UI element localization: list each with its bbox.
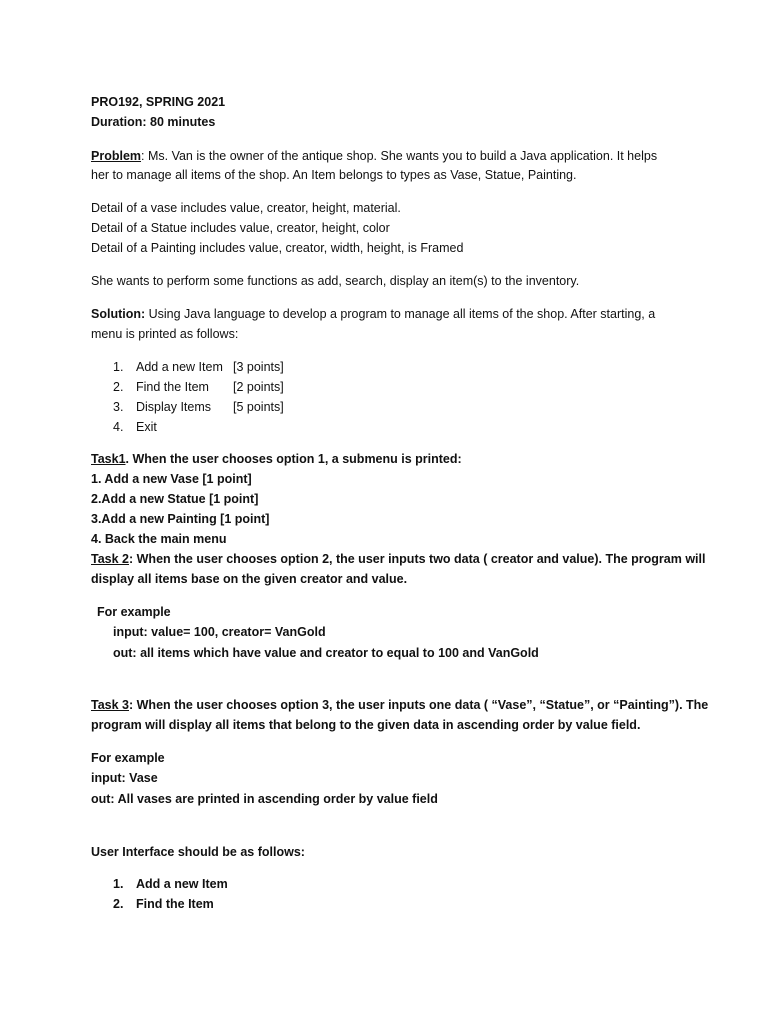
ui-list-item: 1. Add a new Item (113, 877, 228, 891)
task2-example-input: input: value= 100, creator= VanGold (113, 625, 326, 639)
ui-list-item: 2. Find the Item (113, 897, 214, 911)
problem-line-2: her to manage all items of the shop. An Item belongs to types as Vase, Statue, Painting. (91, 168, 577, 182)
submenu-item: 4. Back the main menu (91, 532, 227, 546)
problem-text-1: : Ms. Van is the owner of the antique shop. She wants you to build a Java application. It helps (141, 149, 658, 163)
task1-label: Task1 (91, 452, 126, 466)
submenu-item: 2.Add a new Statue [1 point] (91, 492, 259, 506)
main-menu-item: 2. Find the Item [2 points] (113, 380, 284, 394)
task3-line-2: program will display all items that belong to the given data in ascending order by value field. (91, 718, 641, 732)
problem-label: Problem (91, 149, 142, 163)
task3-example-label: For example (91, 751, 165, 765)
task3-label: Task 3 (91, 698, 129, 712)
task3-example-input: input: Vase (91, 771, 158, 785)
task2-label: Task 2 (91, 552, 129, 566)
functions-line: She wants to perform some functions as add, search, display an item(s) to the inventory. (91, 274, 580, 288)
solution-line-2: menu is printed as follows: (91, 327, 239, 341)
duration: Duration: 80 minutes (91, 115, 216, 129)
task2-line: Task 2: When the user chooses option 2, the user inputs two data ( creator and value). The program will (91, 552, 706, 566)
task3-example-output: out: All vases are printed in ascending order by value field (91, 792, 438, 806)
ui-heading: User Interface should be as follows: (91, 845, 305, 859)
detail-painting: Detail of a Painting includes value, creator, width, height, is Framed (91, 241, 464, 255)
solution-text-1: Using Java language to develop a program to manage all items of the shop. After starting, a (145, 307, 656, 321)
main-menu-item: 1. Add a new Item [3 points] (113, 360, 284, 374)
solution-label: Solution: (91, 307, 146, 321)
submenu-item: 3.Add a new Painting [1 point] (91, 512, 270, 526)
course-title: PRO192, SPRING 2021 (91, 95, 226, 109)
main-menu-item: 4. Exit (113, 420, 157, 434)
task3-line: Task 3: When the user chooses option 3, the user inputs one data ( “Vase”, “Statue”, or “Painting”). The (91, 698, 709, 712)
problem-line-1 (91, 148, 657, 164)
task2-line-2: display all items base on the given creator and value. (91, 572, 408, 586)
detail-vase: Detail of a vase includes value, creator, height, material. (91, 201, 401, 215)
detail-statue: Detail of a Statue includes value, creator, height, color (91, 221, 390, 235)
task2-example-label: For example (97, 605, 171, 619)
task1-line: Task1. When the user chooses option 1, a submenu is printed: (91, 452, 462, 466)
solution-line-1 (91, 306, 655, 322)
task2-example-output: out: all items which have value and creator to equal to 100 and VanGold (113, 646, 539, 660)
main-menu-item: 3. Display Items [5 points] (113, 400, 284, 414)
submenu-item: 1. Add a new Vase [1 point] (91, 472, 252, 486)
